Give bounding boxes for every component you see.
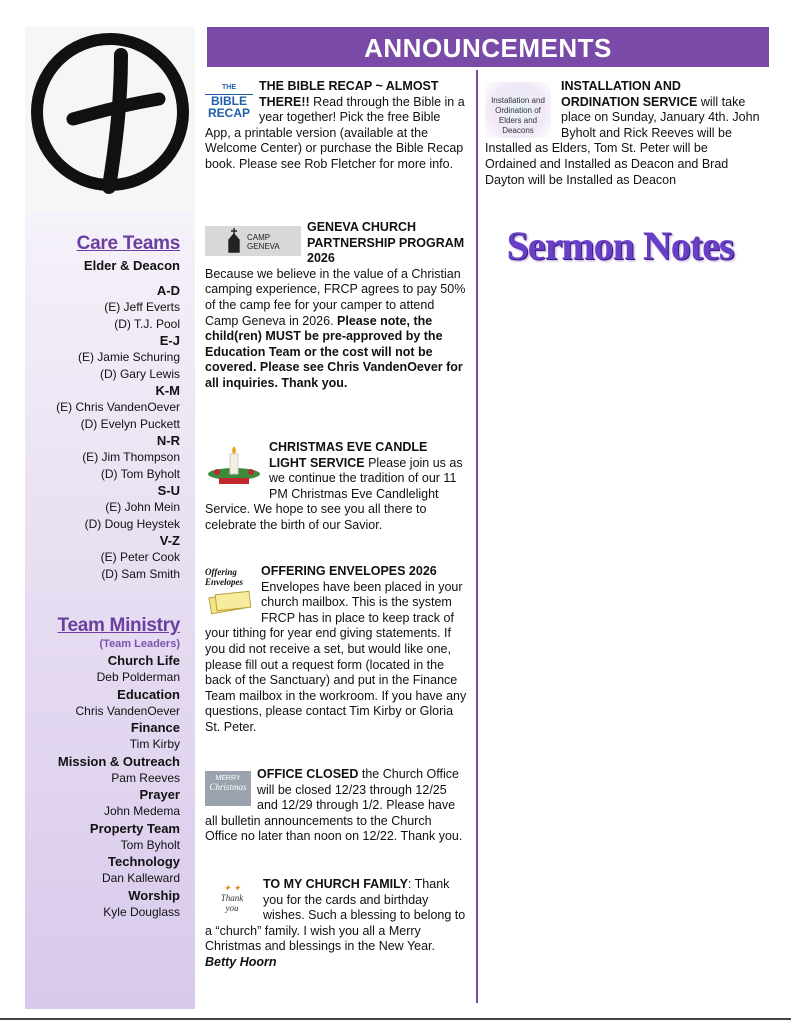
care-group-deacon: (D) Sam Smith xyxy=(101,566,180,581)
team-leader: Dan Kalleward xyxy=(101,871,180,885)
logo-area xyxy=(25,27,195,212)
column-divider xyxy=(476,70,478,1003)
team-name: Property Team xyxy=(89,820,180,836)
geneva-body: Because we believe in the value of a Christian camping experience, FRCP agrees to pay 50% of the camp fee for your camper to attend Camp Geneva in 2026. xyxy=(205,266,466,328)
care-group-range: V-Z xyxy=(159,533,180,548)
team-name: Education xyxy=(117,686,180,702)
care-teams-title: Care Teams xyxy=(76,233,180,254)
team-ministry-section xyxy=(25,615,180,920)
office-closed-body: the Church Office will be closed 12/23 through 12/25 and 12/29 through 1/2. Please have all bulletin announcements to the Church Office no later than noon on 12/22. Thank you. xyxy=(205,767,463,844)
care-teams-subtitle: Elder & Deacon xyxy=(83,258,180,273)
camp-geneva-icon: CAMP GENEVA xyxy=(205,226,301,256)
announcement-offering xyxy=(205,564,467,736)
offering-envelopes-icon: Offering Envelopes xyxy=(205,567,255,615)
care-group-range: S-U xyxy=(157,483,180,498)
geneva-title: GENEVA CHURCH PARTNERSHIP PROGRAM 2026 xyxy=(307,220,465,266)
care-groups-list xyxy=(25,282,180,582)
sidebar xyxy=(25,27,195,1009)
offering-body: Envelopes have been placed in your church mailbox. This is the system FRCP has in place to keep track of your tithing for year end giving statements. If you did not receive a set, but would like one, please fill out a request form (located in the back of the Sanctuary) and put in the Finance Team mailbox in the workroom. If you have any questions, please contact Tim Kirby or Gloria St. Peter. xyxy=(205,579,467,734)
candle-icon xyxy=(205,444,263,492)
team-leader: John Medema xyxy=(103,804,180,818)
care-group-range: A-D xyxy=(156,283,180,298)
cross-logo-icon xyxy=(25,27,195,212)
team-name: Mission & Outreach xyxy=(57,753,180,769)
team-name: Worship xyxy=(128,887,180,903)
bible-recap-title: THE BIBLE RECAP ~ ALMOST THERE!! xyxy=(259,79,439,109)
announcement-bible-recap xyxy=(205,79,467,173)
office-closed-title: OFFICE CLOSED xyxy=(257,767,359,781)
team-ministry-title: Team Ministry xyxy=(57,615,180,636)
team-ministry-subtitle: (Team Leaders) xyxy=(99,638,180,650)
team-leader: Pam Reeves xyxy=(111,770,180,785)
chapel-icon xyxy=(227,228,241,254)
church-family-title: TO MY CHURCH FAMILY xyxy=(263,877,408,891)
announcement-church-family: ✦ ✦ Thank you TO MY CHURCH FAMILY: Thank you for the cards and birthday wishes. Such a blessing to belong to a “church” family. I wish you all a Merry Christmas and blessings in the New Year. Betty Hoorn xyxy=(205,877,466,969)
teams-list xyxy=(25,652,180,920)
care-group-elder: (E) Jamie Schuring xyxy=(77,350,180,364)
christmas-eve-title: CHRISTMAS EVE CANDLE LIGHT SERVICE xyxy=(269,440,428,470)
announcement-installation xyxy=(485,79,760,188)
team-name: Prayer xyxy=(139,787,180,802)
team-leader: Chris VandenOever xyxy=(75,703,180,718)
care-group-deacon: (D) Tom Byholt xyxy=(100,466,180,481)
sermon-notes-title: Sermon Notes xyxy=(506,223,734,268)
care-group-deacon: (D) Evelyn Puckett xyxy=(80,416,180,431)
team-name: Technology xyxy=(108,854,180,869)
team-leader: Tom Byholt xyxy=(120,837,180,852)
announcement-office-closed xyxy=(205,767,467,845)
care-group-elder: (E) John Mein xyxy=(105,500,180,514)
geneva-body-bold: Please note, the child(ren) MUST be pre-approved by the Education Team or the cost will not be covered. Please see Chris VandenOever for all inquiries. Thank you. xyxy=(205,313,463,390)
church-family-body: Thank you for the cards and birthday wishes. Such a blessing to belong to a “church” family. I wish you all a Merry Christmas and blessings in the New Year. xyxy=(205,877,466,954)
care-group-elder: (E) Jim Thompson xyxy=(82,450,180,464)
announcements-banner: ANNOUNCEMENTS xyxy=(207,27,769,67)
announcement-christmas-eve xyxy=(205,440,467,534)
christmas-eve-body: Please join us as we continue the tradition of our 11 PM Christmas Eve Candlelight Service. We hope to see you all there to celebrate the birth of our Savior. xyxy=(205,455,463,532)
merry-christmas-icon: MERRY Christmas xyxy=(205,771,251,806)
care-group-elder: (E) Chris VandenOever xyxy=(56,400,180,414)
announcement-geneva xyxy=(205,220,467,392)
team-leader: Deb Polderman xyxy=(96,670,180,684)
team-name: Church Life xyxy=(107,653,180,668)
church-family-signature: Betty Hoorn xyxy=(205,954,277,969)
installation-title: INSTALLATION AND ORDINATION SERVICE xyxy=(561,79,698,109)
care-group-range: N-R xyxy=(156,433,180,448)
thank-you-icon: ✦ ✦ Thank you xyxy=(220,883,244,913)
care-group-deacon: (D) Doug Heystek xyxy=(84,516,180,531)
offering-title: OFFERING ENVELOPES 2026 xyxy=(261,564,437,578)
team-leader: Kyle Douglass xyxy=(103,904,180,919)
care-group-range: E-J xyxy=(159,333,180,348)
care-group-elder: (E) Jeff Everts xyxy=(104,300,180,314)
team-name: Finance xyxy=(130,720,180,735)
installation-body: will take place on Sunday, January 4th. John Byholt and Rick Reeves will be Installed as Elders, Tom St. Peter will be Ordained and Installed as Deacon and Brad Dayton will be Installed as Deacon xyxy=(485,94,760,187)
bible-recap-icon: THE BIBLE RECAP xyxy=(205,82,253,122)
care-group-deacon: (D) T.J. Pool xyxy=(114,316,180,331)
installation-icon: Installation and Ordination of Elders and Deacons xyxy=(485,82,551,138)
care-group-range: K-M xyxy=(155,383,180,398)
team-leader: Tim Kirby xyxy=(129,737,180,751)
care-group-elder: (E) Peter Cook xyxy=(100,550,180,564)
care-group-deacon: (D) Gary Lewis xyxy=(99,366,180,381)
bottom-border xyxy=(0,1018,791,1020)
care-teams-section xyxy=(25,233,180,582)
bible-recap-body: Read through the Bible in a year together! Pick the free Bible App, a printable version (available at the Welcome Center) or purchase the Bible Recap book. Please see Rob Fletcher for more info. xyxy=(205,94,465,171)
